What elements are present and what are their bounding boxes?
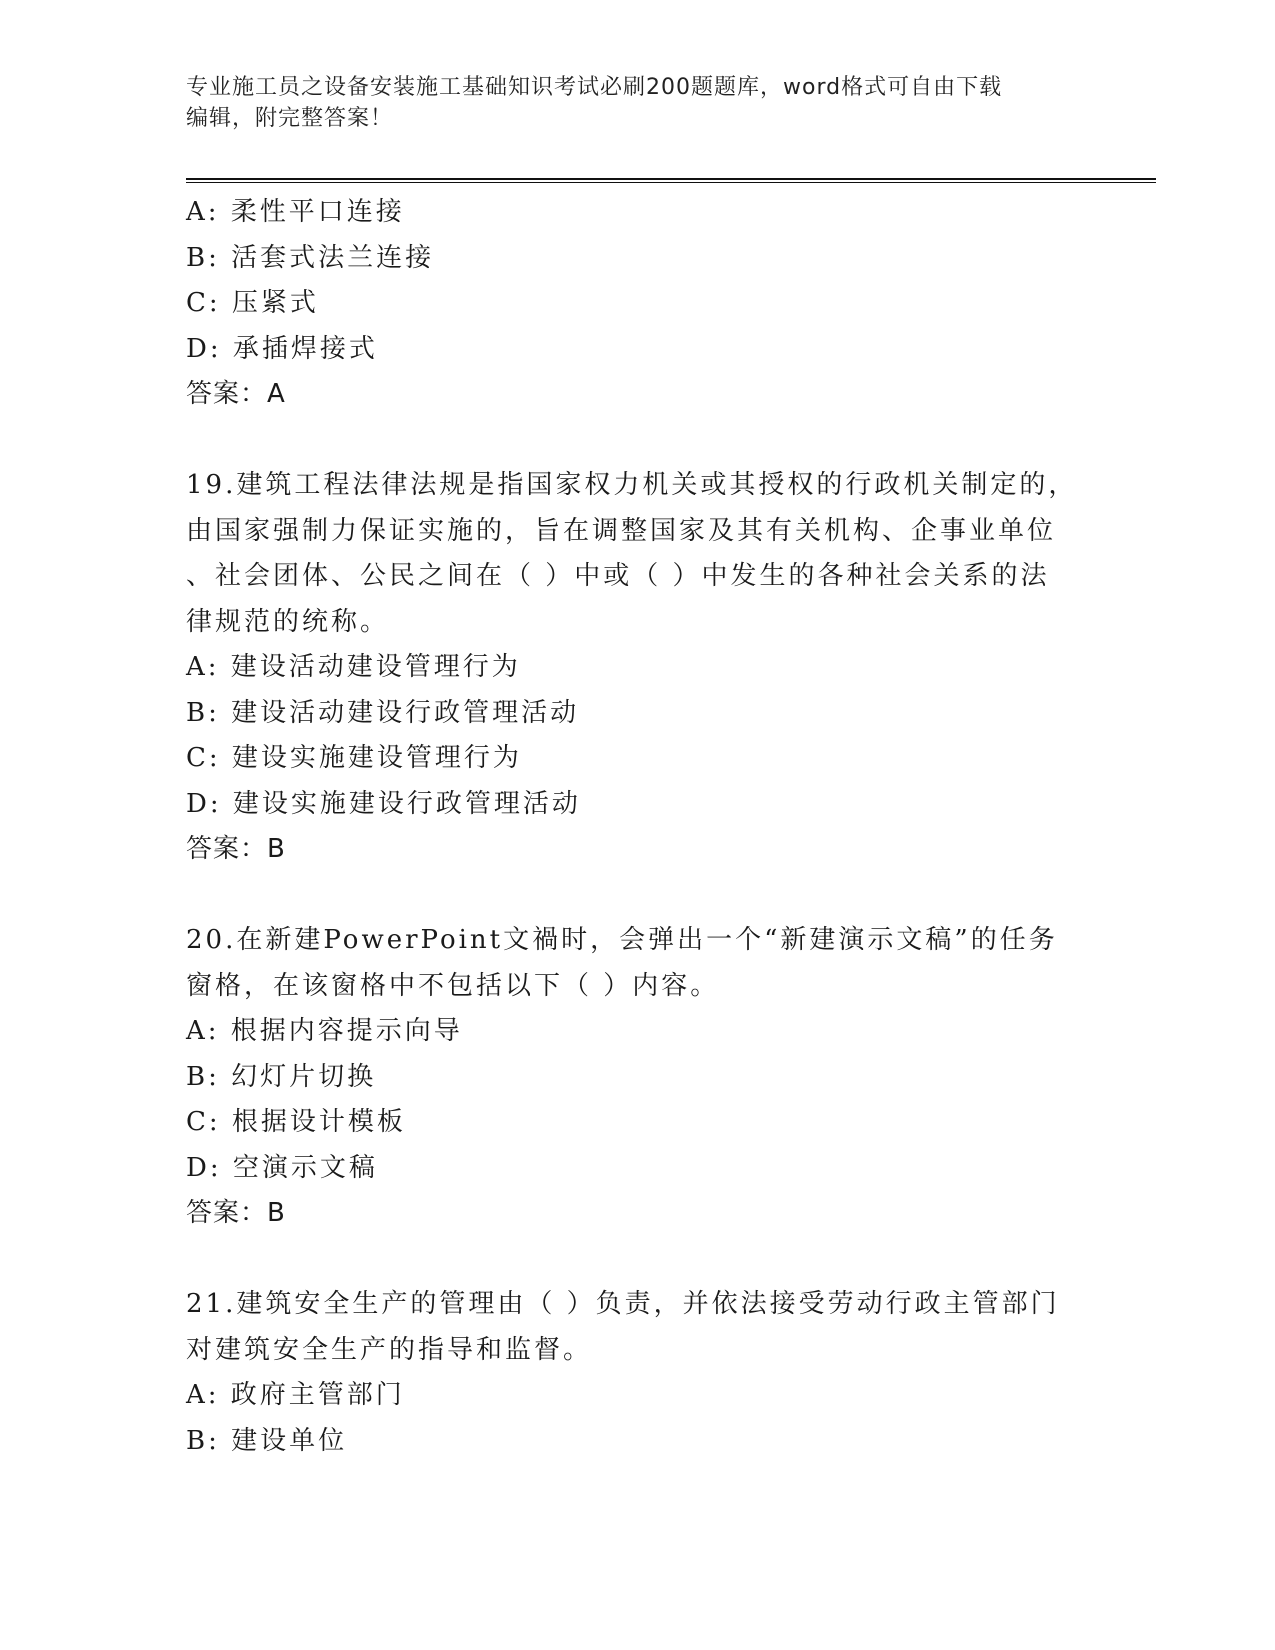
option-c: C: 建设实施建设管理行为	[186, 743, 522, 773]
option-d: D: 空演示文稿	[186, 1152, 378, 1183]
header-title-line-2: 编辑，附完整答案！	[186, 106, 394, 131]
question-text-line: 21.建筑安全生产的管理由（ ）负责，并依法接受劳动行政主管部门	[186, 1289, 1060, 1319]
option-a: A: 建设活动建设管理行为	[186, 652, 521, 682]
option-b: B: 建设单位	[186, 1425, 348, 1456]
header-title-line-1: 专业施工员之设备安装施工基础知识考试必刷200题题库，word格式可自由下载	[186, 75, 1003, 100]
question-text-line: 19.建筑工程法律法规是指国家权力机关或其授权的行政机关制定的，	[186, 470, 1078, 500]
spacer	[186, 418, 1066, 464]
question-text-line: 窗格，在该窗格中不包括以下（ ）内容。	[186, 970, 720, 1001]
question-20	[186, 918, 1066, 1237]
spacer	[186, 873, 1066, 919]
question-text-line: 由国家强制力保证实施的，旨在调整国家及其有关机构、企事业单位	[186, 515, 1057, 546]
option-d: D: 建设实施建设行政管理活动	[186, 788, 581, 819]
question-19	[186, 463, 1078, 873]
question-text-line: 对建筑安全生产的指导和监督。	[186, 1334, 593, 1365]
option-b: B: 活套式法兰连接	[186, 242, 435, 273]
question-text-line: 律规范的统称。	[186, 606, 390, 637]
option-c: C: 根据设计模板	[186, 1107, 406, 1137]
question-text-line: 、社会团体、公民之间在（ ）中或（ ）中发生的各种社会关系的法	[186, 561, 1050, 591]
header-divider	[186, 178, 1156, 183]
option-d: D: 承插焊接式	[186, 333, 378, 364]
question-21	[186, 1282, 1066, 1464]
answer: 答案：A	[186, 379, 286, 409]
answer: 答案：B	[186, 1198, 286, 1228]
option-a: A: 根据内容提示向导	[186, 1016, 463, 1046]
option-a: A: 柔性平口连接	[186, 197, 405, 227]
question-text-line: 20.在新建PowerPoint文禍时，会弹出一个“新建演示文稿”的任务	[186, 925, 1058, 955]
spacer	[186, 1237, 1066, 1283]
option-a: A: 政府主管部门	[186, 1380, 405, 1410]
option-b: B: 幻灯片切换	[186, 1061, 377, 1092]
question-18	[186, 190, 1066, 418]
option-b: B: 建设活动建设行政管理活动	[186, 697, 580, 728]
question-list	[186, 190, 1078, 1464]
answer: 答案：B	[186, 834, 286, 864]
document-header	[186, 72, 1086, 134]
option-c: C: 压紧式	[186, 288, 319, 318]
